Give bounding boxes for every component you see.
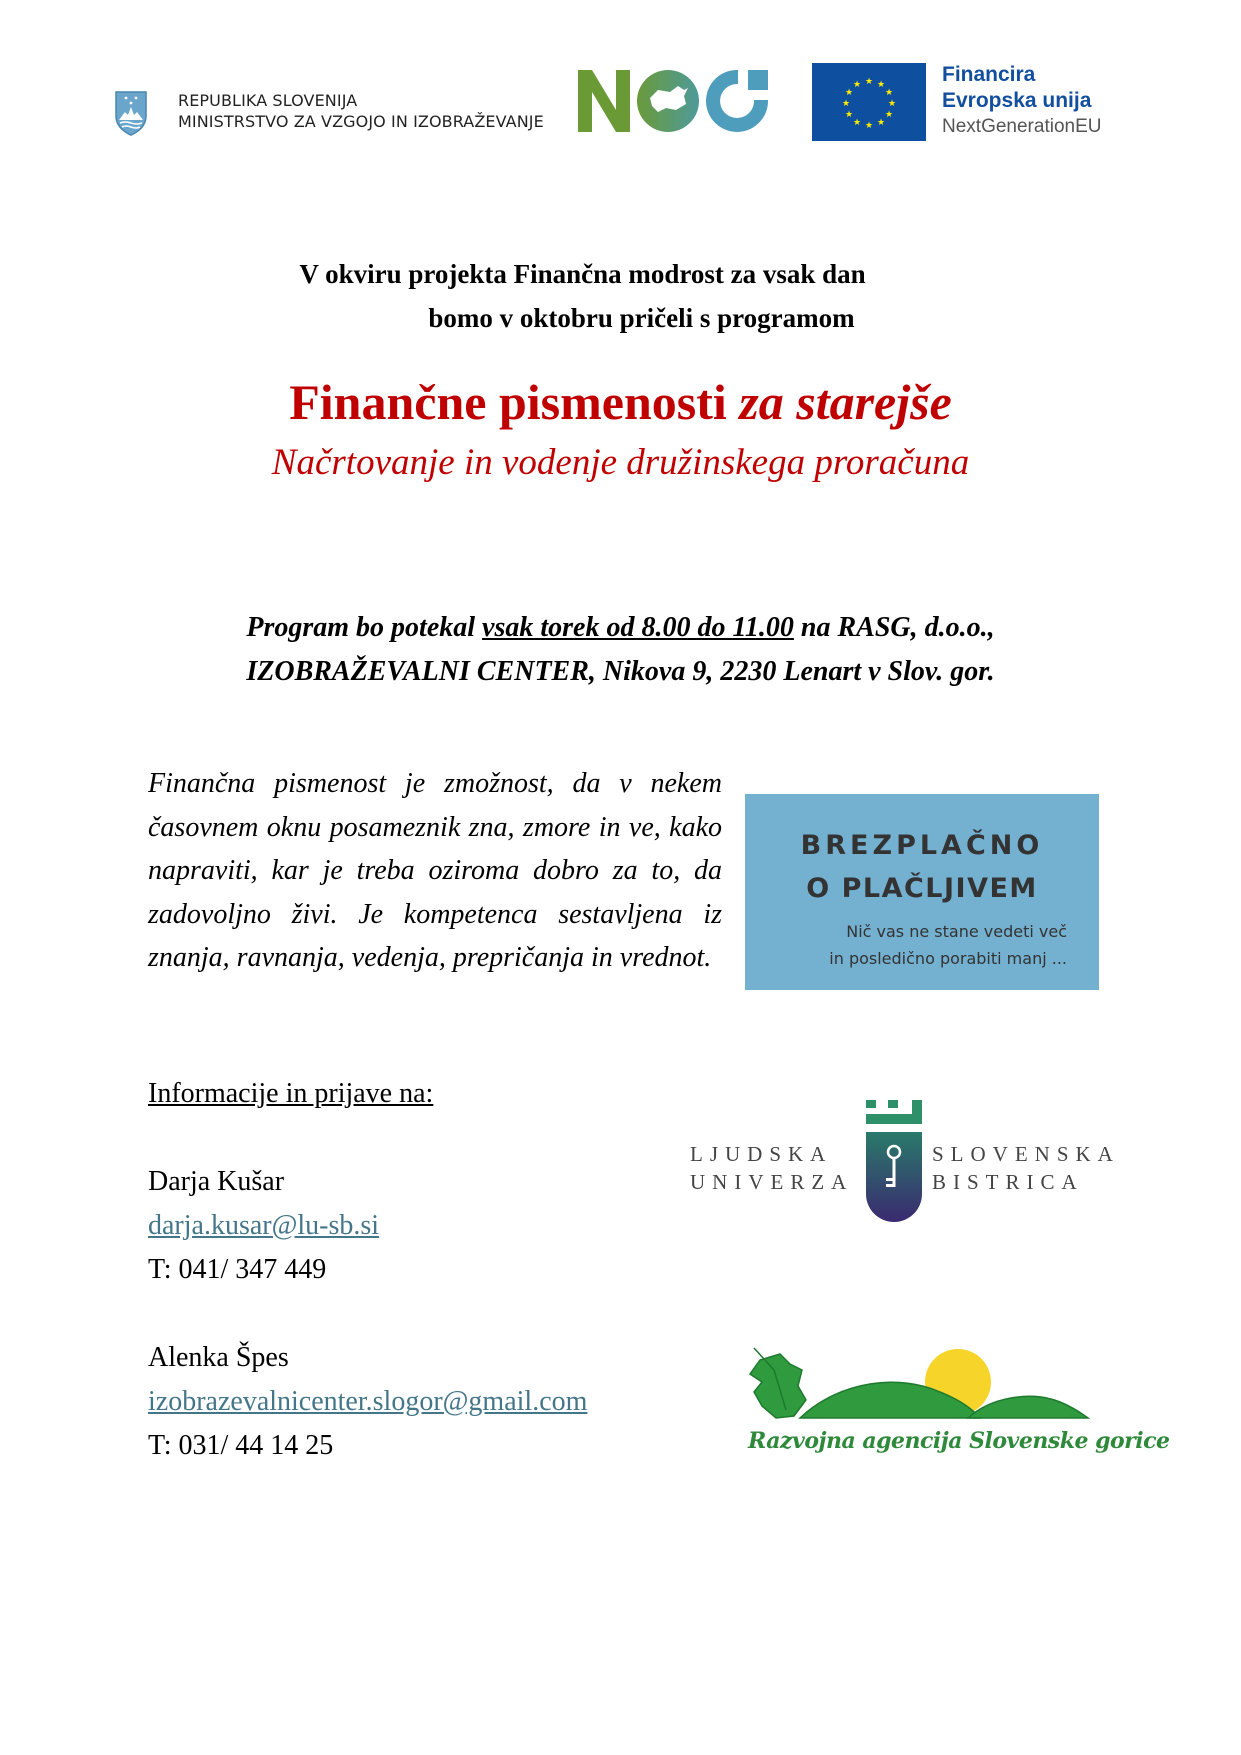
svg-text:★: ★ <box>884 110 894 120</box>
republic-name: REPUBLIKA SLOVENIJA <box>178 91 358 110</box>
noo-logo-icon <box>578 66 774 136</box>
svg-text:★: ★ <box>852 118 862 128</box>
noo-logo <box>578 66 774 136</box>
svg-text:★: ★ <box>844 110 854 120</box>
rasg-logo <box>740 1340 1170 1470</box>
promo-heading-2: O PLAČLJIVEM <box>806 873 1038 904</box>
rasg-name: Razvojna agencija Slovenske gorice <box>748 1428 1170 1454</box>
intro-text <box>0 252 1241 340</box>
eu-flag-icon <box>812 63 926 141</box>
svg-text:★: ★ <box>864 77 874 87</box>
svg-text:★: ★ <box>852 80 862 90</box>
ljudska-univerza-logo <box>688 1100 1120 1224</box>
title-italic: za starejše <box>739 374 952 430</box>
svg-text:★: ★ <box>876 80 886 90</box>
promo-sub-2: in posledično porabiti manj ... <box>829 949 1067 968</box>
svg-text:★: ★ <box>864 121 874 131</box>
contacts-heading: Informacije in prijave na: <box>148 1078 434 1109</box>
svg-text:★: ★ <box>884 88 894 98</box>
title-main: Finančne pismenosti <box>289 374 740 430</box>
eu-funded-label: Financira <box>942 63 1036 86</box>
svg-text:★: ★ <box>841 99 851 109</box>
contacts-section <box>148 1072 587 1468</box>
slovenia-coat-of-arms-icon <box>114 90 148 136</box>
financial-literacy-description: Finančna pismenost je zmožnost, da v nekem časovnem oknu posameznik zna, zmore in ve, kako napraviti, kar je treba oziroma dobro za to, da zadovoljno živi. Je kompetenca sestavljena iz znanja, ravnanja, vedenja, prepričanja in vrednot. <box>148 768 722 973</box>
next-generation-eu-label: NextGenerationEU <box>942 116 1102 137</box>
program-time: vsak torek od 8.00 do 11.00 <box>482 612 794 643</box>
contact-name-2: Alenka Špes <box>148 1342 289 1373</box>
lu-right-line-2: BISTRICA <box>932 1170 1084 1194</box>
contact-email-link-2[interactable]: izobrazevalnicenter.slogor@gmail.com <box>148 1386 588 1417</box>
hills-sun-leaf-icon <box>740 1340 1090 1425</box>
promo-banner <box>745 794 1099 990</box>
program-location: IZOBRAŽEVALNI CENTER, Nikova 9, 2230 Lenart v Slov. gor. <box>246 656 995 687</box>
ministry-logo <box>114 86 554 142</box>
eu-funding-logo <box>812 58 1132 146</box>
svg-text:★: ★ <box>876 118 886 128</box>
promo-heading-1: BREZPLAČNO <box>800 830 1044 861</box>
contact-email-link-1[interactable]: darja.kusar@lu-sb.si <box>148 1210 380 1241</box>
page-title <box>0 372 1241 432</box>
promo-sub-1: Nič vas ne stane vedeti več <box>846 922 1067 941</box>
contact-name-1: Darja Kušar <box>148 1166 285 1197</box>
svg-text:★: ★ <box>887 99 897 109</box>
key-shield-icon <box>866 1100 922 1222</box>
program-prefix: Program bo potekal <box>246 612 483 643</box>
contact-phone-1: T: 041/ 347 449 <box>148 1254 327 1285</box>
ministry-name: MINISTRSTVO ZA VZGOJO IN IZOBRAŽEVANJE <box>178 112 544 131</box>
lu-left-line-1: LJUDSKA <box>690 1142 833 1166</box>
svg-text:★: ★ <box>844 88 854 98</box>
program-schedule <box>0 606 1241 694</box>
lu-left-line-2: UNIVERZA <box>690 1170 854 1194</box>
page-subtitle: Načrtovanje in vodenje družinskega proračuna <box>271 442 970 483</box>
lu-right-line-1: SLOVENSKA <box>932 1142 1120 1166</box>
intro-line-2: bomo v oktobru pričeli s programom <box>428 303 855 333</box>
eu-name: Evropska unija <box>942 89 1092 112</box>
program-suffix: na RASG, d.o.o., <box>793 612 995 643</box>
intro-line-1: V okviru projekta Finančna modrost za vsak dan <box>299 259 866 289</box>
contact-phone-2: T: 031/ 44 14 25 <box>148 1430 334 1461</box>
